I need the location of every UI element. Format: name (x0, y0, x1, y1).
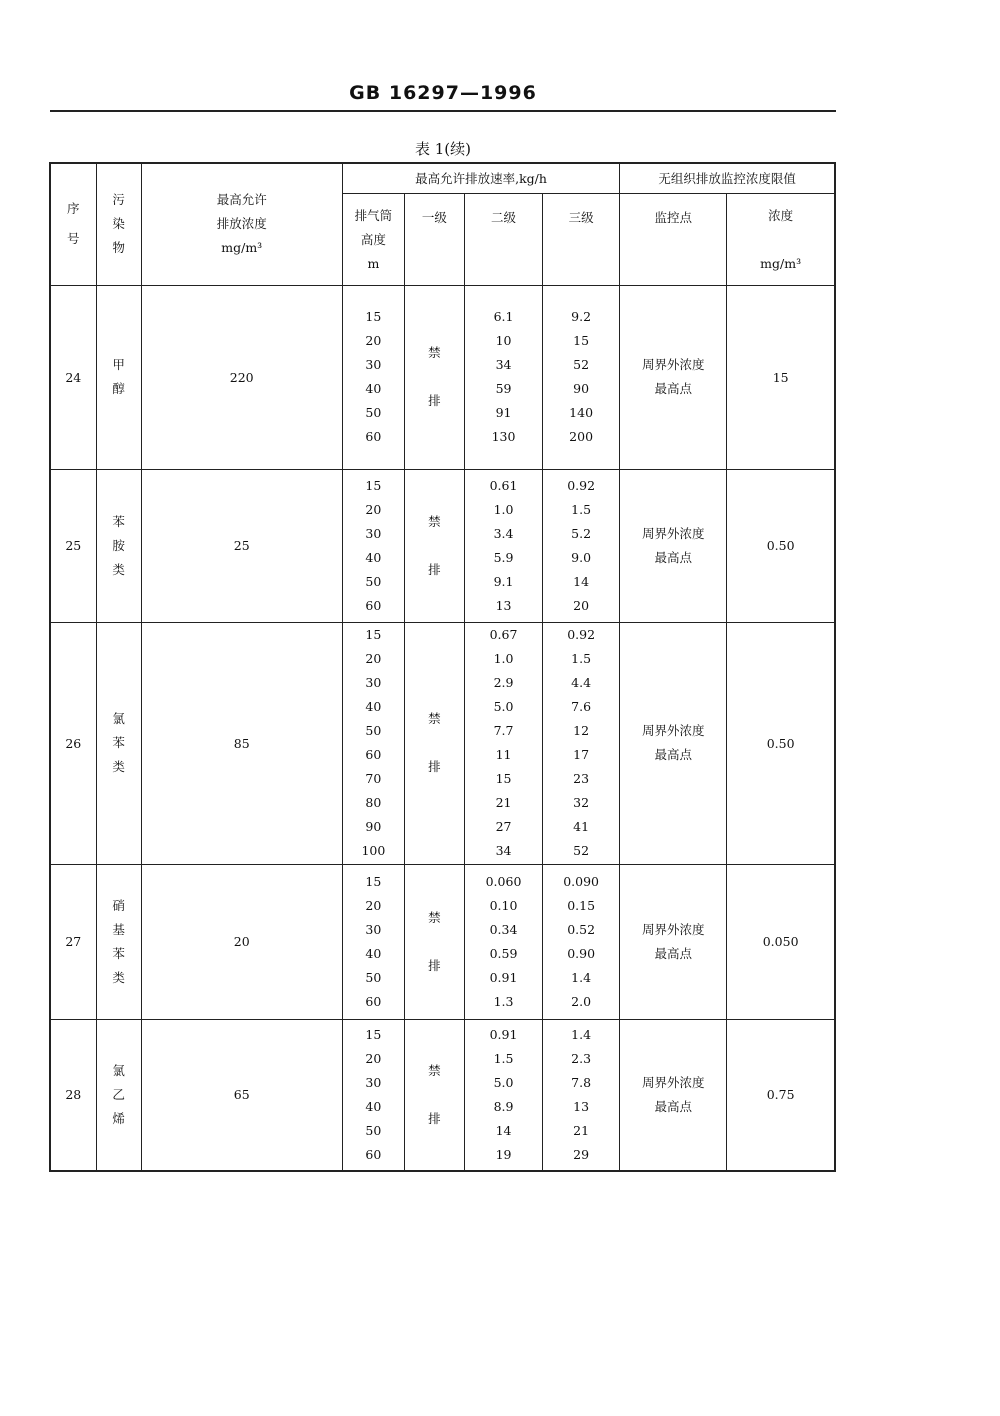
level3-value: 2.0 (571, 993, 592, 1009)
max-conc-cell (141, 864, 342, 1019)
level2-cell (464, 469, 542, 622)
stack-height-value: 30 (365, 675, 382, 690)
seq-cell (50, 864, 96, 1019)
fugitive-conc-cell (727, 1019, 835, 1171)
pollutant-char: 醇 (112, 381, 125, 396)
pollutant-cell (96, 1019, 141, 1171)
max-conc-cell (141, 1019, 342, 1171)
stack-height-value: 15 (365, 477, 382, 493)
fugitive-conc-cell (727, 622, 835, 864)
monitor-point-cell (620, 469, 727, 622)
level3-value: 41 (573, 819, 590, 834)
stack-height-value: 60 (365, 1146, 382, 1162)
stack-height-value: 20 (365, 333, 382, 348)
level3-value: 1.4 (571, 1026, 592, 1042)
stack-height-value: 30 (365, 525, 382, 541)
max-conc-value: 65 (233, 1087, 250, 1103)
level1-cell (404, 864, 464, 1019)
col-header-rate-group: 最高允许排放速率,kg/h (342, 163, 619, 193)
stack-height-value: 30 (365, 921, 382, 937)
fugitive-conc-value: 0.50 (766, 538, 795, 553)
fugitive-conc-cell (727, 469, 835, 622)
pollutant-cell (96, 469, 141, 622)
table-caption: 表 1(续) (414, 140, 472, 158)
stack-height-value: 20 (365, 897, 382, 913)
fugitive-conc-value: 0.050 (762, 934, 799, 949)
level3-value: 1.5 (571, 651, 592, 666)
pollutant-char: 苯 (112, 513, 125, 529)
level3-value: 12 (573, 723, 590, 738)
level3-cell (543, 1019, 620, 1171)
level1-cell (404, 1019, 464, 1171)
level2-value: 21 (495, 795, 512, 810)
monitor-point-text: 周界外浓度 (641, 357, 705, 372)
stack-height-value: 30 (365, 357, 382, 372)
stack-height-value: 60 (365, 429, 382, 444)
level1-text: 排 (428, 1110, 441, 1126)
stack-height-value: 20 (365, 651, 382, 666)
level2-value: 0.060 (485, 873, 522, 889)
level3-value: 0.90 (567, 945, 596, 961)
level2-value: 1.5 (493, 1050, 514, 1066)
level2-value: 19 (495, 1146, 512, 1162)
seq-cell (50, 469, 96, 622)
fugitive-conc-value: 0.75 (766, 1087, 795, 1103)
stack-height-value: 40 (365, 549, 382, 565)
max-conc-cell (141, 622, 342, 864)
level3-value: 9.2 (571, 309, 592, 324)
pollutant-char: 类 (112, 759, 125, 774)
level3-value: 0.92 (567, 627, 596, 642)
monitor-point-text: 最高点 (654, 1098, 692, 1114)
stack-height-value: 80 (365, 795, 382, 810)
level3-value: 52 (573, 357, 590, 372)
level2-value: 0.67 (489, 627, 518, 642)
level3-value: 0.15 (567, 897, 596, 913)
level3-value: 140 (569, 405, 594, 420)
level3-value: 4.4 (571, 675, 592, 690)
level1-text: 禁 (428, 345, 441, 360)
stack-height-value: 60 (365, 597, 382, 613)
stack-height-cell (342, 469, 404, 622)
stack-height-cell (342, 1019, 404, 1171)
col-header-monitor-point: 监控点 (620, 193, 727, 285)
level2-value: 0.61 (489, 477, 518, 493)
stack-height-value: 15 (365, 873, 382, 889)
stack-height-value: 40 (365, 699, 382, 714)
seq-value: 26 (65, 735, 82, 751)
level2-value: 8.9 (493, 1098, 514, 1114)
level2-value: 6.1 (493, 309, 514, 324)
level3-value: 2.3 (571, 1050, 592, 1066)
level3-value: 7.8 (571, 1074, 592, 1090)
level3-value: 17 (573, 747, 590, 762)
level2-value: 130 (491, 429, 516, 444)
stack-height-value: 70 (365, 771, 382, 786)
document-code: GB 16297—1996 (349, 82, 537, 104)
level1-text: 禁 (428, 513, 441, 529)
level2-value: 91 (495, 405, 512, 420)
seq-value: 25 (65, 538, 82, 553)
level2-value: 7.7 (493, 723, 514, 738)
stack-height-value: 15 (365, 309, 382, 324)
level2-value: 13 (495, 597, 512, 613)
level2-value: 34 (495, 843, 512, 858)
level3-value: 7.6 (571, 699, 592, 714)
level1-text: 禁 (428, 909, 441, 925)
level3-cell (543, 469, 620, 622)
level3-value: 15 (573, 333, 590, 348)
pollutant-char: 甲 (112, 357, 125, 372)
table-row (50, 864, 835, 1019)
monitor-point-text: 周界外浓度 (641, 921, 705, 937)
level2-cell (464, 622, 542, 864)
monitor-point-cell (620, 864, 727, 1019)
fugitive-conc-cell (727, 864, 835, 1019)
level3-value: 13 (573, 1098, 590, 1114)
stack-height-value: 50 (365, 573, 382, 589)
level2-value: 5.0 (493, 1074, 514, 1090)
level2-value: 1.0 (493, 651, 514, 666)
stack-height-value: 100 (361, 843, 386, 858)
stack-height-value: 15 (365, 1026, 382, 1042)
seq-cell (50, 622, 96, 864)
pollutant-char: 苯 (112, 945, 125, 961)
pollutant-char: 苯 (112, 735, 125, 750)
level2-value: 1.0 (493, 501, 514, 517)
stack-height-cell (342, 622, 404, 864)
level3-value: 90 (573, 381, 590, 396)
level2-value: 59 (495, 381, 512, 396)
monitor-point-text: 最高点 (654, 381, 692, 396)
monitor-point-text: 周界外浓度 (641, 723, 705, 738)
level3-value: 200 (569, 429, 594, 444)
level2-value: 0.10 (489, 897, 518, 913)
col-header-max-concentration: 最高允许 排放浓度 mg/m³ (141, 163, 342, 285)
level1-text: 禁 (428, 711, 441, 726)
pollutant-cell (96, 864, 141, 1019)
monitor-point-text: 周界外浓度 (641, 525, 705, 541)
col-header-seq: 序 号 (50, 163, 96, 285)
col-header-fugitive-conc: 浓度 mg/m³ (727, 193, 835, 285)
level2-cell (464, 285, 542, 469)
level1-text: 排 (428, 957, 441, 973)
level3-value: 5.2 (571, 525, 592, 541)
seq-cell (50, 1019, 96, 1171)
level2-value: 34 (495, 357, 512, 372)
fugitive-conc-value: 15 (772, 369, 789, 385)
monitor-point-text: 最高点 (654, 747, 692, 762)
max-conc-value: 220 (229, 369, 254, 385)
level3-value: 20 (573, 597, 590, 613)
level2-value: 0.91 (489, 969, 518, 985)
col-header-level3: 三级 (543, 193, 620, 285)
level2-cell (464, 864, 542, 1019)
stack-height-value: 50 (365, 723, 382, 738)
level3-cell (543, 622, 620, 864)
stack-height-value: 90 (365, 819, 382, 834)
level2-value: 5.0 (493, 699, 514, 714)
pollutant-char: 类 (112, 561, 125, 577)
level2-value: 10 (495, 333, 512, 348)
pollutant-char: 类 (112, 969, 125, 985)
level1-text: 排 (428, 759, 441, 774)
level3-value: 0.090 (563, 873, 599, 889)
level1-cell (404, 469, 464, 622)
level1-text: 排 (428, 393, 441, 408)
stack-height-value: 50 (365, 969, 382, 985)
monitor-point-text: 最高点 (654, 549, 692, 565)
level2-value: 3.4 (493, 525, 514, 541)
level3-value: 52 (573, 843, 590, 858)
level2-value: 5.9 (493, 549, 514, 565)
pollutant-char: 硝 (112, 897, 125, 913)
pollutant-char: 氯 (112, 711, 125, 726)
pollutant-cell (96, 622, 141, 864)
pollutant-char: 氯 (112, 1062, 125, 1078)
pollutant-cell (96, 285, 141, 469)
level2-value: 15 (495, 771, 512, 786)
table-row (50, 469, 835, 622)
level3-value: 23 (573, 771, 590, 786)
level3-value: 1.5 (571, 501, 592, 517)
table-row (50, 285, 835, 469)
seq-value: 27 (65, 934, 82, 949)
stack-height-value: 30 (365, 1074, 382, 1090)
level3-value: 9.0 (571, 549, 592, 565)
table-row (50, 1019, 835, 1171)
level2-value: 9.1 (493, 573, 514, 589)
level2-value: 14 (495, 1122, 512, 1138)
fugitive-conc-value: 0.50 (766, 735, 795, 751)
stack-height-value: 60 (365, 747, 382, 762)
level3-value: 0.52 (567, 921, 596, 937)
max-conc-value: 25 (233, 538, 250, 553)
monitor-point-text: 周界外浓度 (641, 1074, 705, 1090)
stack-height-value: 20 (365, 1050, 382, 1066)
pollutant-char: 烯 (112, 1110, 125, 1126)
level3-value: 32 (573, 795, 590, 810)
seq-cell (50, 285, 96, 469)
monitor-point-cell (620, 1019, 727, 1171)
fugitive-conc-cell (727, 285, 835, 469)
level3-value: 29 (573, 1146, 590, 1162)
col-header-stack-height: 排气筒 高度 m (342, 193, 404, 285)
level2-value: 2.9 (493, 675, 514, 690)
stack-height-value: 40 (365, 1098, 382, 1114)
col-header-level1: 一级 (404, 193, 464, 285)
stack-height-value: 15 (365, 627, 382, 642)
stack-height-value: 20 (365, 501, 382, 517)
col-header-pollutant: 污 染 物 (96, 163, 141, 285)
level2-value: 11 (495, 747, 512, 762)
level2-value: 0.91 (489, 1026, 518, 1042)
level1-text: 禁 (428, 1062, 441, 1078)
header-rule (50, 110, 836, 112)
max-conc-cell (141, 285, 342, 469)
monitor-point-cell (620, 622, 727, 864)
seq-value: 24 (65, 369, 82, 385)
level2-cell (464, 1019, 542, 1171)
max-conc-value: 20 (233, 934, 250, 949)
level1-cell (404, 622, 464, 864)
seq-value: 28 (65, 1087, 82, 1103)
table-row (50, 622, 835, 864)
stack-height-value: 60 (365, 993, 382, 1009)
level3-value: 14 (573, 573, 590, 589)
stack-height-value: 50 (365, 1122, 382, 1138)
stack-height-value: 40 (365, 945, 382, 961)
level2-value: 27 (495, 819, 512, 834)
level3-cell (543, 285, 620, 469)
emission-limits-table (49, 162, 836, 1172)
level2-value: 1.3 (493, 993, 514, 1009)
monitor-point-text: 最高点 (654, 945, 692, 961)
pollutant-char: 基 (112, 921, 125, 937)
monitor-point-cell (620, 285, 727, 469)
level3-value: 21 (573, 1122, 590, 1138)
stack-height-value: 40 (365, 381, 382, 396)
max-conc-value: 85 (233, 735, 250, 751)
stack-height-cell (342, 864, 404, 1019)
stack-height-cell (342, 285, 404, 469)
col-header-fugitive-group: 无组织排放监控浓度限值 (620, 163, 835, 193)
stack-height-value: 50 (365, 405, 382, 420)
level1-cell (404, 285, 464, 469)
level3-value: 0.92 (567, 477, 596, 493)
level3-cell (543, 864, 620, 1019)
level2-value: 0.34 (489, 921, 518, 937)
col-header-level2: 二级 (464, 193, 542, 285)
pollutant-char: 乙 (112, 1086, 125, 1102)
max-conc-cell (141, 469, 342, 622)
level1-text: 排 (428, 561, 441, 577)
pollutant-char: 胺 (112, 537, 125, 553)
level2-value: 0.59 (489, 945, 518, 961)
level3-value: 1.4 (571, 969, 592, 985)
